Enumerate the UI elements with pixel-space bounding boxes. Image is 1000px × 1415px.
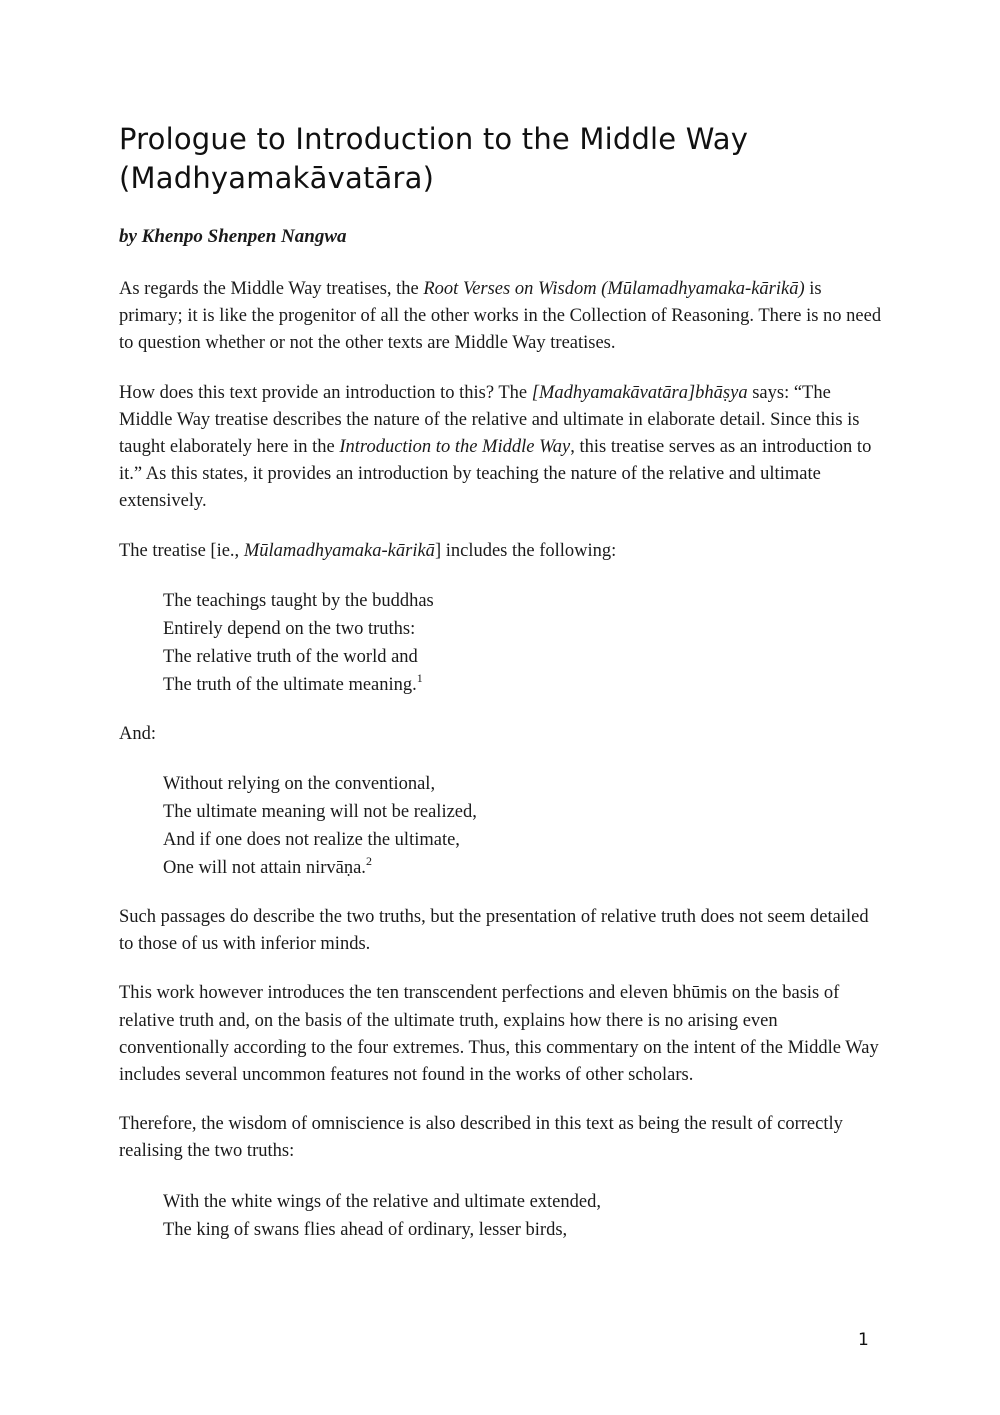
title-line-1: Prologue to Introduction to the Middle Way: [119, 122, 749, 156]
verse-1-line-1: The teachings taught by the buddhas: [163, 590, 434, 611]
paragraph-1: [119, 276, 884, 358]
verse-1-line-4: The truth of the ultimate meaning.: [163, 674, 417, 695]
paragraph-2: [119, 380, 884, 516]
paragraph-1-text-a: As regards the Middle Way treatises, the: [119, 279, 424, 299]
footnote-marker-2[interactable]: 2: [365, 853, 372, 868]
paragraph-6: This work however introduces the ten transcendent perfections and eleven bhūmis on the basis of relative truth and, on the basis of the ultimate truth, explains how there is no arising even conventionally according to the four extremes. Thus, this commentary on the intent of the Middle Way includes several uncommon features not found in the works of other scholars.: [119, 983, 879, 1086]
paragraph-5: Such passages do describe the two truths, but the presentation of relative truth does not seem detailed to those of us with inferior minds.: [119, 907, 869, 955]
paragraph-2-text-a: How does this text provide an introduction to this? The: [119, 382, 532, 403]
paragraph-2-italic-d: Introduction to the Middle Way: [339, 437, 571, 458]
verse-block-2: [163, 770, 884, 882]
verse-1-line-2: Entirely depend on the two truths:: [163, 618, 416, 639]
document-page: [119, 120, 884, 1244]
paragraph-3-text-a: The treatise [ie.,: [119, 540, 244, 561]
paragraph-1-text-c: is primary; it is like the progenitor of all the other works in the Collection of Reasoning. There is no need to question whether or not the other texts are Middle Way treatises.: [119, 279, 882, 354]
page-title: [119, 120, 884, 198]
verse-2-line-2: The ultimate meaning will not be realized,: [163, 802, 477, 823]
paragraph-1-italic: Root Verses on Wisdom (Mūlamadhyamaka-kārikā): [423, 279, 805, 299]
verse-3-line-2: The king of swans flies ahead of ordinary, lesser birds,: [163, 1219, 568, 1240]
paragraph-3-italic: Mūlamadhyamaka-kārikā: [243, 540, 435, 561]
title-line-2: (Madhyamakāvatāra): [119, 161, 435, 195]
verse-2-line-4: One will not attain nirvāṇa.: [163, 858, 366, 879]
verse-3-line-1: With the white wings of the relative and ultimate extended,: [163, 1191, 601, 1212]
verse-block-3: [163, 1188, 884, 1244]
paragraph-2-text-e: , this treatise serves as an introduction to it.” As this states, it provides an introduction by teaching the nature of the relative and ultimate extensively.: [119, 437, 872, 512]
paragraph-2-text-c: says: “The Middle Way treatise describes the nature of the relative and ultimate in elaborate detail. Since this is taught elaborately here in the: [119, 382, 860, 458]
page-number: 1: [858, 1330, 869, 1350]
verse-1-line-4-wrap: [163, 671, 884, 699]
verse-2-line-4-wrap: [163, 854, 884, 882]
paragraph-2-italic-b: [Madhyamakāvatāra]bhāṣya: [531, 382, 748, 403]
author-byline: by Khenpo Shenpen Nangwa: [119, 226, 347, 247]
verse-1-line-3: The relative truth of the world and: [163, 646, 418, 667]
paragraph-4: And:: [119, 723, 156, 744]
footnote-marker-1[interactable]: 1: [416, 670, 423, 685]
verse-2-line-3: And if one does not realize the ultimate,: [163, 830, 460, 851]
paragraph-3: [119, 538, 884, 565]
verse-2-line-1: Without relying on the conventional,: [163, 774, 436, 795]
paragraph-3-text-c: ] includes the following:: [434, 540, 617, 561]
paragraph-7: Therefore, the wisdom of omniscience is also described in this text as being the result of correctly realising the two truths:: [119, 1114, 843, 1162]
verse-block-1: [163, 587, 884, 699]
